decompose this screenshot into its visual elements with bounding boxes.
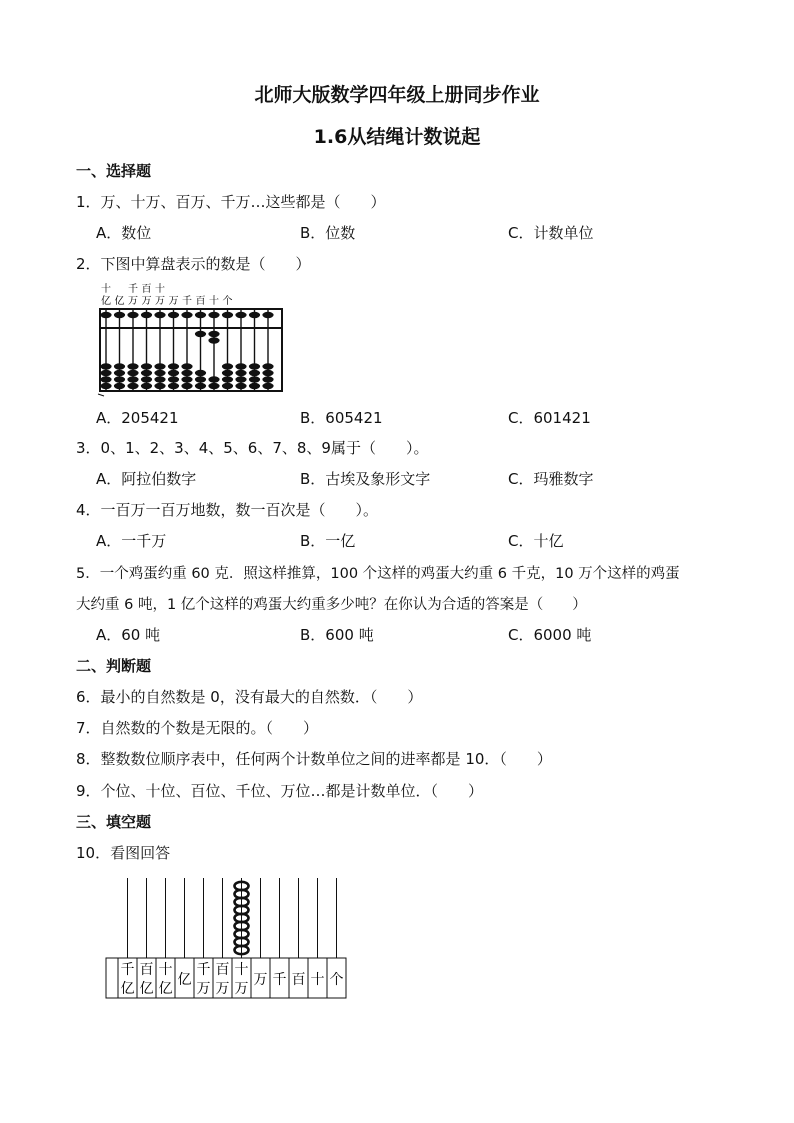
abacus-bottom-label: 千 xyxy=(182,296,192,307)
abacus-lower-bead-pushed xyxy=(208,331,219,337)
abacus-upper-bead xyxy=(154,312,165,318)
counter-label: 万 xyxy=(215,981,230,997)
q1-option-a: A．数位 xyxy=(96,224,152,242)
abacus-lower-bead xyxy=(181,383,192,389)
abacus-lower-bead xyxy=(127,370,138,376)
abacus-lower-bead xyxy=(181,376,192,382)
abacus-lower-bead xyxy=(141,370,152,376)
abacus-bottom-labels xyxy=(101,294,233,307)
abacus-bottom-label: 万 xyxy=(155,296,165,307)
abacus-lower-bead xyxy=(168,376,179,382)
q2-option-c: C．601421 xyxy=(508,409,591,427)
question-5-line-1: 5．一个鸡蛋约重 60 克．照这样推算，100 个这样的鸡蛋大约重 6 千克，10 万个这样的鸡蛋 xyxy=(76,566,680,582)
q5-option-c: C．6000 吨 xyxy=(508,626,592,644)
abacus-bottom-label: 万 xyxy=(168,296,179,307)
abacus-lower-bead xyxy=(262,383,273,389)
page-title: 北师大版数学四年级上册同步作业 xyxy=(254,84,540,106)
q5-option-a: A．60 吨 xyxy=(96,626,161,644)
counter-figure xyxy=(104,876,356,1002)
abacus-mark xyxy=(98,394,104,396)
abacus-upper-bead xyxy=(114,312,125,318)
counter-label: 百 xyxy=(291,972,306,988)
question-7: 7．自然数的个数是无限的。（ ） xyxy=(76,719,319,737)
question-6: 6．最小的自然数是 0，没有最大的自然数．（ ） xyxy=(76,688,423,706)
abacus-bottom-label: 十 xyxy=(209,296,219,307)
q1-option-b: B．位数 xyxy=(300,224,356,242)
abacus-lower-bead xyxy=(249,370,260,376)
abacus-lower-bead xyxy=(208,383,219,389)
section-fill: 三、填空题 xyxy=(76,813,152,831)
counter-label: 亿 xyxy=(158,981,173,997)
abacus-upper-bead xyxy=(195,312,206,318)
abacus-lower-bead xyxy=(100,376,111,382)
abacus-bottom-label: 个 xyxy=(222,296,233,307)
abacus-upper-bead xyxy=(181,312,192,318)
question-8: 8．整数数位顺序表中，任何两个计数单位之间的进率都是 10．（ ） xyxy=(76,750,552,768)
question-3: 3．0、1、2、3、4、5、6、7、8、9属于（ ）。 xyxy=(76,439,429,457)
abacus-lower-bead xyxy=(195,383,206,389)
counter-label: 千 xyxy=(120,962,135,978)
section-judge: 二、判断题 xyxy=(76,657,152,675)
question-10: 10．看图回答 xyxy=(76,844,171,862)
abacus-lower-bead xyxy=(100,383,111,389)
q4-option-c: C．十亿 xyxy=(508,532,564,550)
counter-label: 百 xyxy=(139,962,154,978)
abacus-lower-bead xyxy=(114,376,125,382)
abacus-lower-bead xyxy=(100,363,111,369)
counter-label: 千 xyxy=(196,962,211,978)
abacus-top-label: 十 xyxy=(155,284,165,295)
abacus-lower-bead xyxy=(114,383,125,389)
counter-label: 万 xyxy=(253,972,268,988)
abacus-bottom-label: 亿 xyxy=(101,296,111,307)
question-2: 2．下图中算盘表示的数是（ ） xyxy=(76,255,311,273)
abacus-lower-bead xyxy=(168,370,179,376)
abacus-top-label: 十 xyxy=(101,284,111,295)
q1-option-c: C．计数单位 xyxy=(508,224,594,242)
abacus-lower-bead xyxy=(181,363,192,369)
abacus-upper-bead xyxy=(127,312,138,318)
abacus-lower-bead xyxy=(127,376,138,382)
counter-label: 十 xyxy=(310,972,325,988)
abacus-lower-bead xyxy=(249,376,260,382)
abacus-lower-bead xyxy=(262,370,273,376)
abacus-lower-bead xyxy=(235,383,246,389)
abacus-lower-bead xyxy=(235,370,246,376)
abacus-lower-bead xyxy=(141,383,152,389)
abacus-lower-bead xyxy=(195,370,206,376)
question-9: 9．个位、十位、百位、千位、万位…都是计数单位．（ ） xyxy=(76,782,484,800)
counter-label: 十 xyxy=(158,962,173,978)
abacus-upper-bead xyxy=(262,312,273,318)
q2-option-b: B．605421 xyxy=(300,409,383,427)
page-subtitle: 1.6从结绳计数说起 xyxy=(313,126,481,148)
counter-place-table xyxy=(106,958,346,998)
abacus-lower-bead xyxy=(114,370,125,376)
abacus-bottom-label: 亿 xyxy=(114,296,125,307)
abacus-lower-bead xyxy=(222,370,233,376)
abacus-bottom-label: 万 xyxy=(141,296,152,307)
abacus-figure xyxy=(96,283,288,399)
abacus-lower-bead xyxy=(222,363,233,369)
q3-option-a: A．阿拉伯数字 xyxy=(96,470,197,488)
abacus-lower-bead xyxy=(262,363,273,369)
counter-label: 十 xyxy=(234,962,249,978)
abacus-lower-bead xyxy=(208,376,219,382)
abacus-top-label: 百 xyxy=(141,284,152,295)
abacus-lower-bead xyxy=(249,363,260,369)
abacus-upper-bead xyxy=(141,312,152,318)
q4-option-a: A．一千万 xyxy=(96,532,167,550)
q4-option-b: B．一亿 xyxy=(300,532,356,550)
q3-option-b: B．古埃及象形文字 xyxy=(300,470,431,488)
abacus-lower-bead xyxy=(141,363,152,369)
abacus-bottom-label: 百 xyxy=(195,296,206,307)
q2-option-a: A．205421 xyxy=(96,409,179,427)
abacus-lower-bead xyxy=(154,370,165,376)
abacus-lower-bead xyxy=(154,383,165,389)
question-5-line-2: 大约重 6 吨，1 亿个这样的鸡蛋大约重多少吨？在你认为合适的答案是（ ） xyxy=(76,597,587,613)
abacus-lower-bead xyxy=(195,376,206,382)
abacus-top-labels xyxy=(101,283,165,295)
counter-label: 万 xyxy=(234,981,249,997)
q5-option-b: B．600 吨 xyxy=(300,626,374,644)
counter-rods xyxy=(128,878,337,958)
section-choice: 一、选择题 xyxy=(76,162,152,180)
counter-label: 百 xyxy=(215,962,230,978)
abacus-lower-bead xyxy=(222,383,233,389)
abacus-top-label: 千 xyxy=(128,284,138,295)
abacus-lower-bead xyxy=(235,376,246,382)
abacus-lower-bead xyxy=(249,383,260,389)
abacus-upper-bead xyxy=(235,312,246,318)
abacus-bottom-label: 万 xyxy=(128,296,138,307)
question-4: 4．一百万一百万地数，数一百次是（ ）。 xyxy=(76,501,379,519)
abacus-upper-bead xyxy=(100,312,111,318)
abacus-upper-bead xyxy=(249,312,260,318)
abacus-lower-bead xyxy=(168,383,179,389)
abacus-lower-bead xyxy=(235,363,246,369)
abacus-lower-bead xyxy=(181,370,192,376)
abacus-lower-bead xyxy=(262,376,273,382)
abacus-lower-bead xyxy=(154,363,165,369)
counter-label: 千 xyxy=(272,972,287,988)
abacus-lower-bead xyxy=(141,376,152,382)
abacus-lower-bead xyxy=(154,376,165,382)
counter-label: 个 xyxy=(329,972,344,988)
counter-label: 亿 xyxy=(139,981,154,997)
counter-label: 亿 xyxy=(120,981,135,997)
abacus-lower-bead xyxy=(127,363,138,369)
abacus-lower-bead xyxy=(168,363,179,369)
q3-option-c: C．玛雅数字 xyxy=(508,470,594,488)
abacus-lower-bead xyxy=(114,363,125,369)
abacus-lower-bead-pushed xyxy=(195,331,206,337)
abacus-upper-bead xyxy=(222,312,233,318)
abacus-upper-bead xyxy=(168,312,179,318)
counter-label: 亿 xyxy=(177,972,192,988)
abacus-lower-bead xyxy=(127,383,138,389)
counter-label: 万 xyxy=(196,981,211,997)
abacus-lower-bead-pushed xyxy=(208,337,219,343)
abacus-lower-bead xyxy=(222,376,233,382)
abacus-upper-bead xyxy=(208,312,219,318)
abacus-lower-bead xyxy=(100,370,111,376)
question-1: 1．万、十万、百万、千万…这些都是（ ） xyxy=(76,193,386,211)
